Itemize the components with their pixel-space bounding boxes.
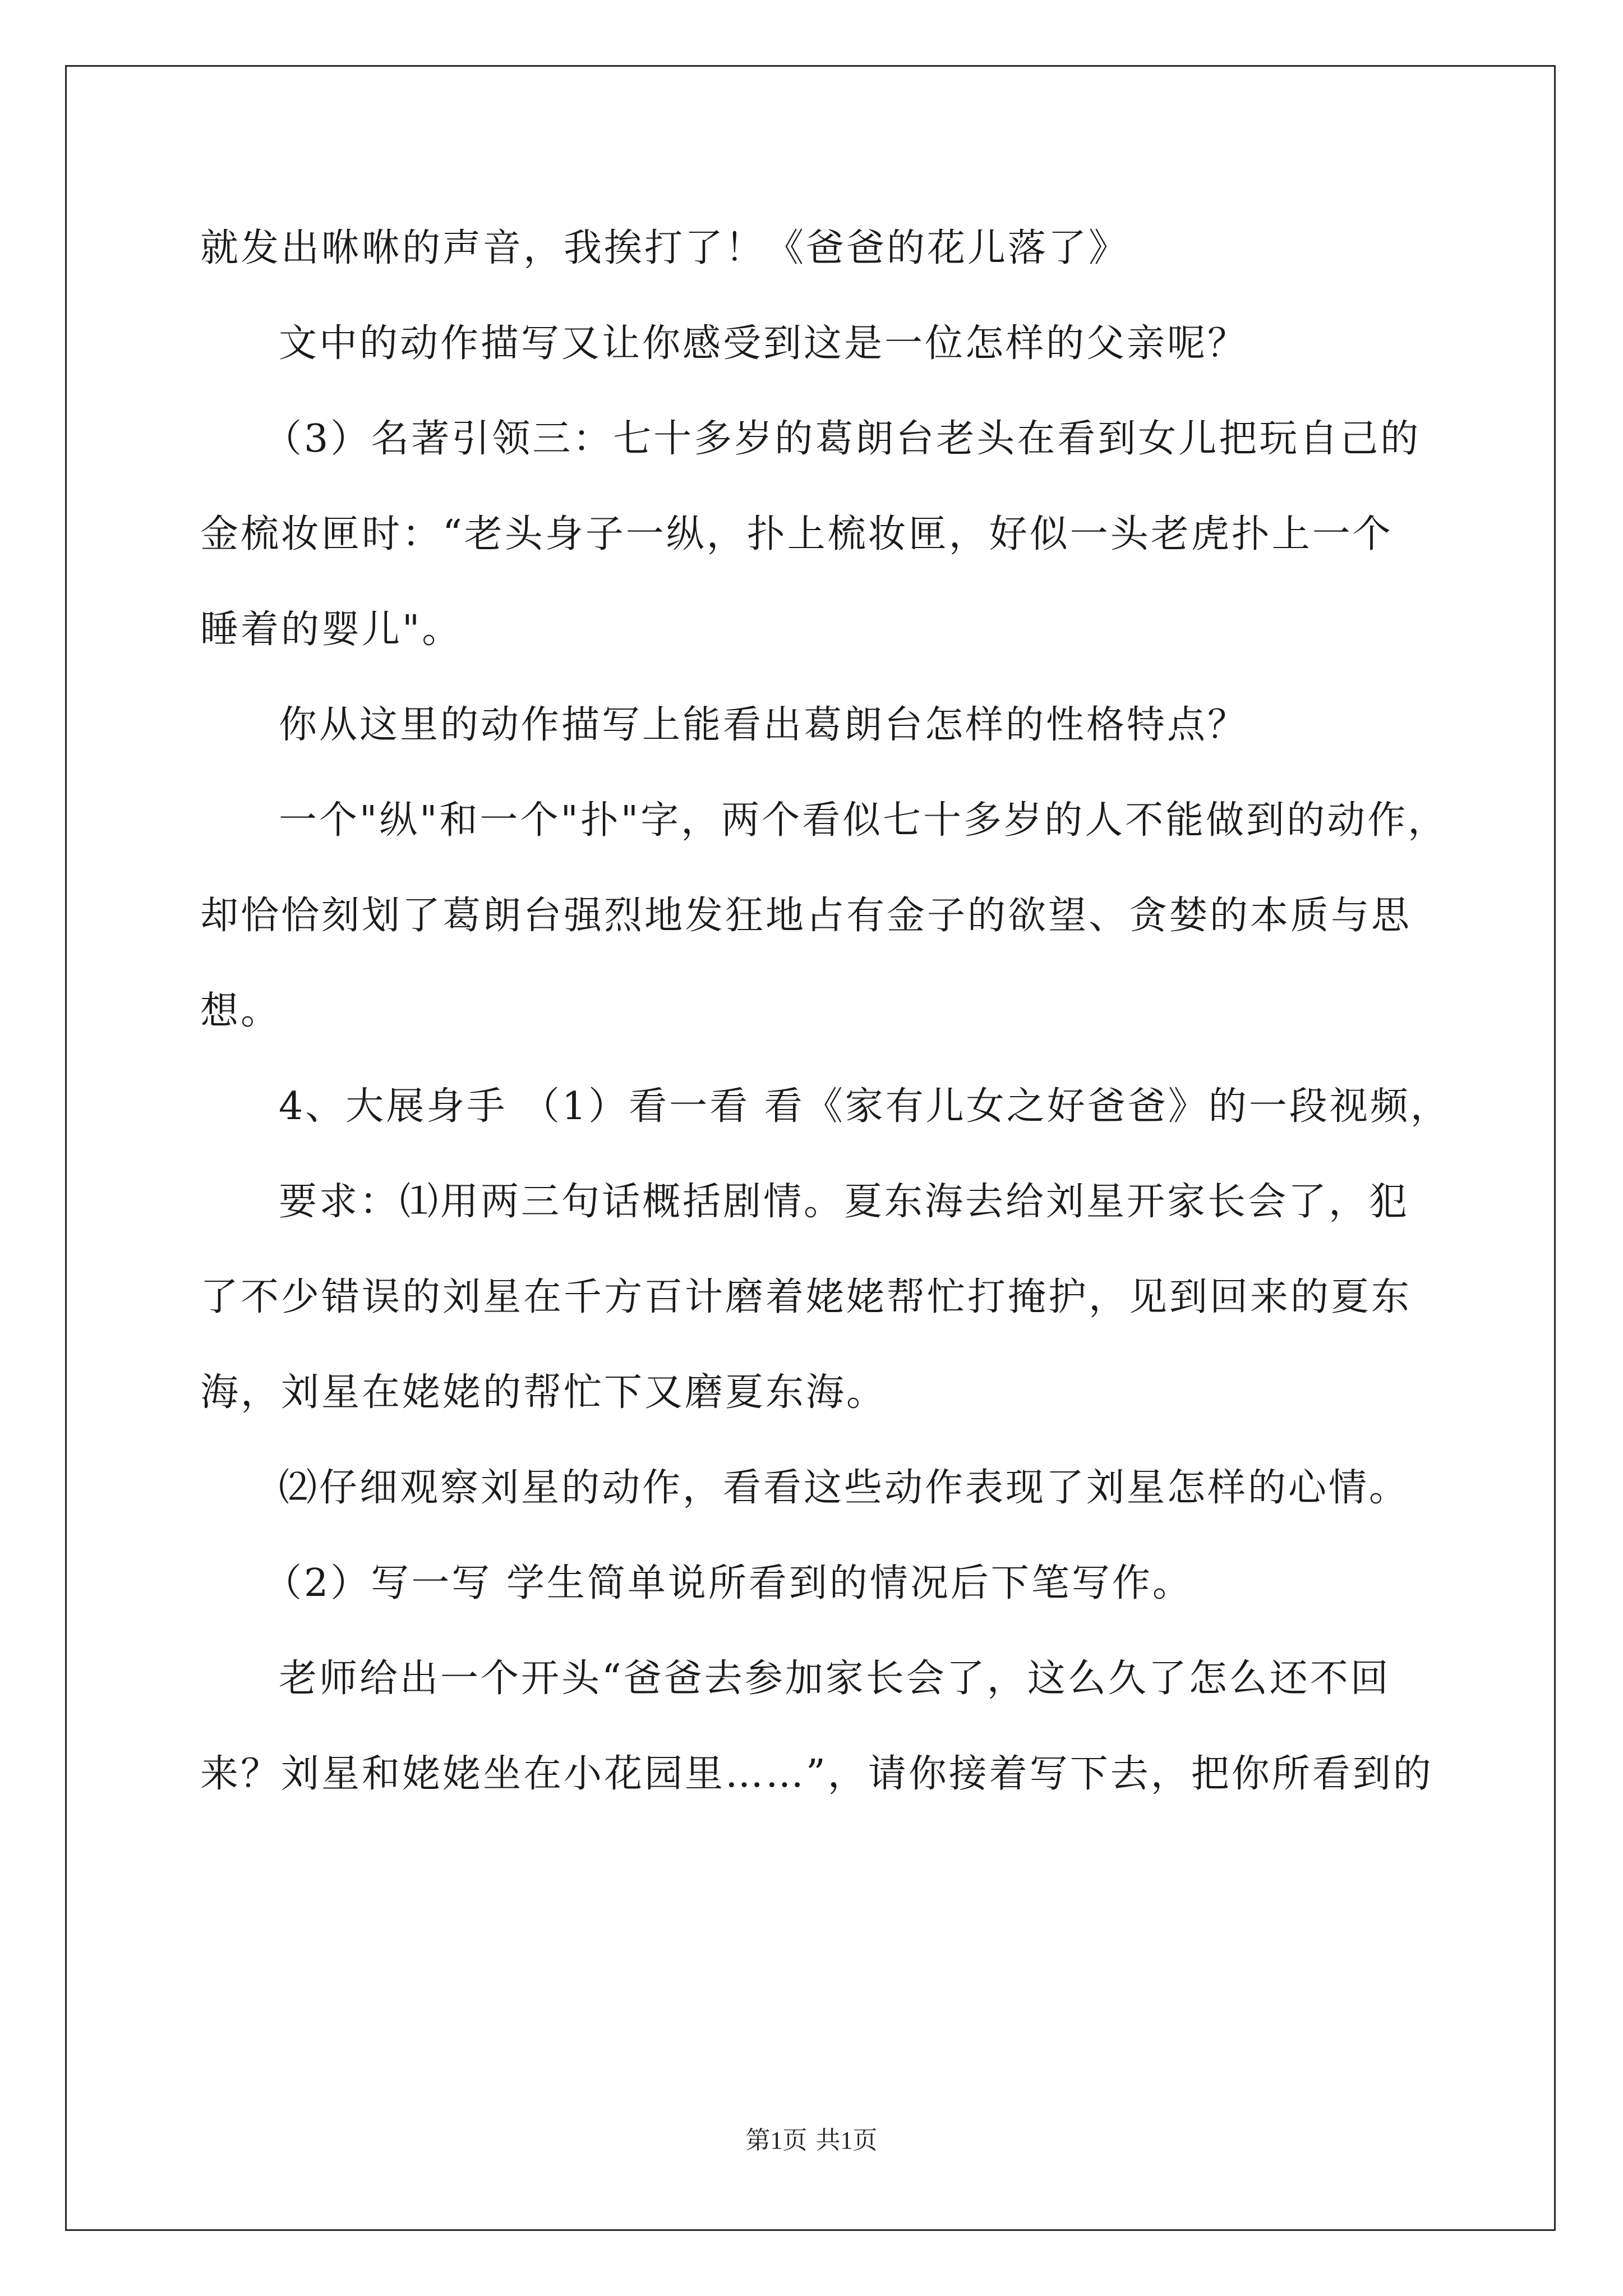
text-line: 4、大展身手 （1）看一看 看《家有儿女之好爸爸》的一段视频， xyxy=(279,1084,1451,1129)
text-line: 一个"纵"和一个"扑"字，两个看似七十多岁的人不能做到的动作， xyxy=(279,798,1449,843)
page-footer xyxy=(0,2125,1623,2156)
text-line: 睡着的婴儿"。 xyxy=(200,608,463,652)
page-total: 共1页 xyxy=(815,2127,878,2154)
text-line: 就发出咻咻的声音，我挨打了！《爸爸的花儿落了》 xyxy=(200,226,1129,270)
text-line: （3）名著引领三：七十多岁的葛朗台老头在看到女儿把玩自己的 xyxy=(264,417,1421,461)
text-line: 文中的动作描写又让你感受到这是一位怎样的父亲呢？ xyxy=(279,321,1248,366)
text-line: 你从这里的动作描写上能看出葛朗台怎样的性格特点？ xyxy=(279,703,1248,747)
text-line: 要求：⑴用两三句话概括剧情。夏东海去给刘星开家长会了，犯 xyxy=(279,1180,1410,1224)
text-line: 老师给出一个开头“爸爸去参加家长会了，这么久了怎么还不回 xyxy=(279,1657,1391,1701)
text-line: ⑵仔细观察刘星的动作，看看这些动作表现了刘星怎样的心情。 xyxy=(279,1466,1410,1510)
text-line: （2）写一写 学生简单说所看到的情况后下笔写作。 xyxy=(264,1561,1193,1605)
text-line: 金梳妆匣时：“老头身子一纵，扑上梳妆匣，好似一头老虎扑上一个 xyxy=(200,512,1393,556)
page-border xyxy=(65,65,1556,2231)
text-line: 来？刘星和姥姥坐在小花园里……”，请你接着写下去，把你所看到的 xyxy=(200,1752,1433,1796)
text-line: 海，刘星在姥姥的帮忙下又磨夏东海。 xyxy=(200,1370,887,1415)
page-number: 第1页 xyxy=(745,2127,808,2154)
text-line: 了不少错误的刘星在千方百计磨着姥姥帮忙打掩护，见到回来的夏东 xyxy=(200,1275,1412,1319)
text-line: 想。 xyxy=(200,989,282,1033)
text-line: 却恰恰刻划了葛朗台强烈地发狂地占有金子的欲望、贪婪的本质与思 xyxy=(200,894,1412,938)
